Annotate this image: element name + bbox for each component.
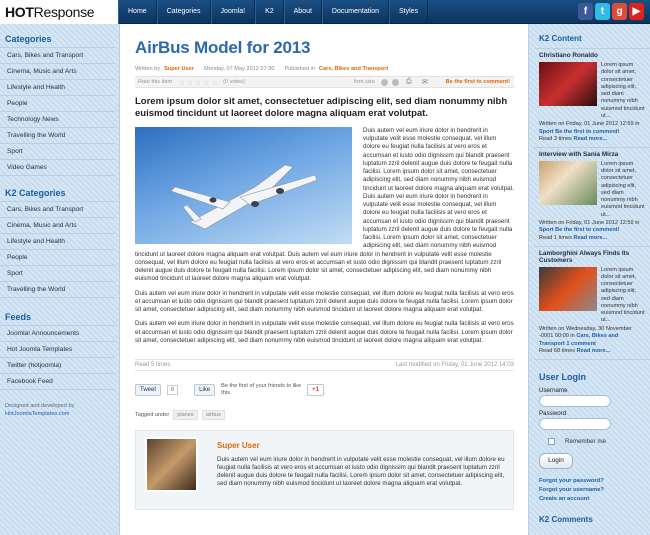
category-link-video-games[interactable]: Video Games	[0, 159, 115, 176]
k2-item-comment[interactable]: Be the first to comment!	[555, 128, 620, 135]
password-input[interactable]	[539, 418, 611, 430]
font-size-label: font size	[354, 79, 375, 85]
like-button[interactable]: Like	[194, 384, 215, 396]
first-comment-link[interactable]: Be the first to comment!	[445, 79, 510, 85]
user-login-heading: User Login	[534, 359, 650, 384]
k2-item-comment[interactable]: Be the first to comment!	[555, 227, 620, 234]
nav-item-home[interactable]: Home	[118, 0, 157, 24]
author-bio: Duis autem vel eum iriure dolor in hendrerit in vulputate velit esse molestie consequat, vel illum dolore eu feugiat nulla facilisis at vero eros et accumsan et iusto odio dignissim qui blandit praesent luptatum zzril delenit augue duis dolore te feugait nulla facilisi. Lorem ipsum dolor sit amet, consectetuer adipiscing elit, sed diam nonummy nibh euismod tincidunt ut laoreet dolore magna aliquam erat volutpat.	[217, 455, 505, 488]
category-link-sport[interactable]: Sport	[0, 143, 115, 159]
k2-category-link-travelling-the-world[interactable]: Travelling the World	[0, 281, 115, 298]
login-form	[534, 387, 650, 503]
k2-comments-heading: K2 Comments	[539, 514, 593, 524]
author-avatar	[145, 437, 198, 492]
right-sidebar	[534, 24, 650, 535]
k2-item-read-more[interactable]: Read more...	[573, 136, 608, 143]
youtube-icon[interactable]: ▶	[629, 3, 644, 20]
print-icon[interactable]: ⎙	[406, 78, 412, 85]
nav-item-joomla-[interactable]: Joomla!	[211, 0, 256, 24]
font-decrease-icon[interactable]	[381, 79, 388, 86]
k2-item-title[interactable]: Interview with Sania Mirza	[539, 150, 619, 158]
k2-item-date: Written on Friday, 01 June 2012 12:59 in	[539, 219, 640, 226]
last-modified: Last modified on Friday, 01 June 2012 14:03	[395, 362, 514, 368]
rating-stars-icon[interactable]: ☆☆☆☆☆	[178, 77, 220, 87]
k2-item-date: Written on Wednesday, 30 November -0001 00:00 in	[539, 325, 632, 340]
k2-categories-heading: K2 Categories	[5, 188, 66, 198]
k2-item-excerpt: Lorem ipsum dolor sit amet, consectetuer adipiscing elit, sed diam nonummy nibh euismod tincidunt ut...	[601, 62, 645, 119]
article-intro: Lorem ipsum dolor sit amet, consectetuer adipiscing elit, sed diam nonummy nibh euismod tincidunt ut laoreet dolore magna aliquam erat volutpat.	[135, 96, 508, 119]
k2-item	[534, 48, 650, 147]
article-info	[135, 359, 514, 371]
tag-planes[interactable]: planes	[173, 410, 197, 420]
social-share	[135, 383, 514, 398]
rate-label: Rate this item	[138, 79, 173, 85]
article-paragraph-3: Duis autem vel eum iriure dolor in hendrerit in vulputate velit esse molestie consequat, vel illum dolore eu feugiat nulla facilisis at vero eros et accumsan et iusto odio dignissim qui blandit praesent luptatum zzril delenit augue duis dolore te feugait nulla facilisi. Lorem ipsum dolor sit amet, consectetuer adipiscing elit, sed diam nonummy nibh euismod tincidunt ut laoreet dolore magna aliquam erat volutpat.	[135, 320, 514, 344]
nav-item-categories[interactable]: Categories	[157, 0, 211, 24]
plus-one-button[interactable]: +1	[307, 384, 324, 396]
email-icon[interactable]: ✉	[422, 79, 428, 86]
main-content	[119, 24, 529, 535]
tweet-count: 0	[167, 385, 178, 395]
vote-count: (0 votes)	[223, 79, 245, 85]
category-link-travelling-the-world[interactable]: Travelling the World	[0, 127, 115, 143]
credit: Designed and developed by HotJoomlaTemplates.com	[5, 403, 75, 418]
author-box	[135, 430, 514, 510]
k2-categories-list	[0, 201, 115, 298]
k2-content-heading: K2 Content	[539, 34, 582, 43]
left-sidebar	[0, 24, 115, 535]
k2-item-read-more[interactable]: Read more...	[573, 234, 608, 241]
k2-item-read-more[interactable]: Read more...	[576, 348, 611, 355]
tag-airbus[interactable]: airbus	[202, 410, 225, 420]
username-input[interactable]	[539, 395, 611, 407]
k2-item	[534, 147, 650, 246]
k2-item-row	[539, 161, 645, 219]
k2-item-excerpt: Lorem ipsum dolor sit amet, consectetuer adipiscing elit, sed diam nonummy nibh euismod tincidunt ut...	[601, 266, 645, 324]
feeds-list	[0, 325, 115, 390]
nav-item-about[interactable]: About	[284, 0, 322, 24]
published-in-label: Published in	[284, 66, 315, 72]
password-label: Password	[539, 409, 567, 417]
k2-item-row	[539, 62, 645, 120]
article-date: Monday, 07 May 2012 07:30	[203, 66, 275, 72]
social-links	[578, 3, 644, 20]
k2-item-reads: Read 1 times	[539, 234, 572, 241]
nav-item-documentation[interactable]: Documentation	[322, 0, 389, 24]
category-link[interactable]: Cars, Bikes and Transport	[318, 66, 389, 72]
category-link-cars-bikes-and-transport[interactable]: Cars, Bikes and Transport	[0, 47, 115, 63]
article-paragraph-1: Duis autem vel eum iriure dolor in hendrerit in vulputate velit esse molestie consequat, vel illum dolore eu feugiat nulla facilisis at vero eros et accumsan et iusto odio dignissim qui blandit praesent luptatum zzril delenit augue duis dolore te feugait nulla facilisi. Lorem ipsum dolor sit amet, consectetuer adipiscing elit, sed diam nonummy nibh euismod tincidunt ut laoreet dolore magna aliquam erat volutpat. Duis autem vel eum iriure dolor in hendrerit in vulputate velit esse molestie consequat, vel illum dolore eu feugiat nulla facilisis at vero eros et accumsan et iusto odio dignissim qui blandit praesent luptatum zzril delenit augue duis dolore te feugait nulla facilisi. Lorem ipsum dolor sit amet, consectetuer adipiscing elit, sed diam nonummy nibh euismod tincidunt ut laoreet dolore magna aliquam erat volutpat. Duis autem vel eum iriure dolor in hendrerit in vulputate velit esse molestie consequat, vel illum dolore eu feugiat nulla facilisis at vero eros et accumsan et iusto odio dignissim qui blandit praesent luptatum zzril delenit augue duis dolore te feugait nulla facilisi. Lorem ipsum dolor sit amet, consectetuer adipiscing elit, sed diam nonummy nibh euismod tincidunt ut laoreet dolore magna aliquam erat volutpat.	[135, 126, 514, 283]
remember-label: Remember me	[565, 437, 606, 445]
k2-item	[534, 246, 650, 359]
google-icon[interactable]: g	[612, 3, 627, 20]
article-meta	[135, 66, 514, 72]
nav-item-styles[interactable]: Styles	[389, 0, 428, 24]
written-by-label: Written by	[135, 66, 161, 72]
k2-item-image[interactable]	[539, 161, 597, 205]
author-name-link[interactable]: Super User	[217, 440, 260, 450]
k2-item-category[interactable]: Sport	[539, 128, 554, 135]
feeds-heading: Feeds	[5, 312, 32, 322]
k2-item-reads: Read 3 times	[539, 136, 572, 143]
top-bar	[0, 0, 650, 24]
remember-row	[548, 438, 645, 445]
forgot-password-link[interactable]: Forgot your password?	[539, 477, 604, 484]
k2-category-link-cars-bikes-and-transport[interactable]: Cars, Bikes and Transport	[0, 201, 115, 217]
k2-item-meta	[539, 121, 645, 144]
like-text: Be the first of your friends to like this.	[221, 383, 302, 397]
font-increase-icon[interactable]	[392, 79, 399, 86]
credit-link[interactable]: HotJoomlaTemplates.com	[5, 411, 70, 418]
k2-item-excerpt: Lorem ipsum dolor sit amet, consectetuer adipiscing elit, sed diam nonummy nibh euismod tincidunt ut...	[601, 160, 645, 218]
login-button[interactable]: Login	[539, 453, 573, 469]
forgot-username-link[interactable]: Forgot your username?	[539, 486, 605, 493]
read-count: Read 5 times	[135, 362, 171, 368]
feed-link-twitter-hotjoomla[interactable]: Twitter (hotjoomla)	[0, 357, 115, 373]
k2-item-reads: Read 68 times	[539, 348, 576, 355]
k2-category-link-cinema-music-and-arts[interactable]: Cinema, Music and Arts	[0, 217, 115, 233]
k2-item-category[interactable]: Cars, Bikes and Transport	[539, 333, 619, 347]
category-link-technology-news[interactable]: Technology News	[0, 111, 115, 127]
tags	[135, 410, 514, 420]
site-logo[interactable]: HOTResponse	[0, 0, 118, 24]
k2-item-row	[539, 267, 645, 325]
k2-category-link-sport[interactable]: Sport	[0, 265, 115, 281]
k2-item-meta	[539, 220, 645, 243]
category-link-cinema-music-and-arts[interactable]: Cinema, Music and Arts	[0, 63, 115, 79]
k2-category-link-lifestyle-and-health[interactable]: Lifestyle and Health	[0, 233, 115, 249]
categories-list	[0, 47, 115, 176]
create-account-link[interactable]: Create an account	[539, 495, 590, 502]
rating-bar	[135, 76, 514, 88]
username-label: Username	[539, 386, 568, 394]
k2-content-list	[534, 48, 650, 359]
article-title: AirBus Model for 2013	[135, 38, 311, 57]
tweet-button[interactable]: Tweet	[135, 384, 161, 396]
main-nav	[118, 0, 428, 24]
remember-checkbox[interactable]	[548, 438, 555, 445]
categories-heading: Categories	[5, 34, 52, 44]
airplane-image	[135, 127, 352, 244]
k2-item-date: Written on Friday, 01 June 2012 12:59 in	[539, 121, 640, 128]
feed-link-facebook-feed[interactable]: Facebook Feed	[0, 373, 115, 390]
k2-item-image[interactable]	[539, 62, 597, 106]
category-link-lifestyle-and-health[interactable]: Lifestyle and Health	[0, 79, 115, 95]
k2-item-category[interactable]: Sport	[539, 227, 554, 234]
facebook-icon[interactable]: f	[578, 3, 593, 20]
feed-link-joomla-announcements[interactable]: Joomla! Announcements	[0, 325, 115, 341]
k2-category-link-people[interactable]: People	[0, 249, 115, 265]
k2-item-comment[interactable]: 1 comment	[566, 340, 596, 347]
category-link-people[interactable]: People	[0, 95, 115, 111]
tagged-under-label: Tagged under	[135, 411, 170, 418]
article-body	[135, 127, 514, 284]
twitter-icon[interactable]: t	[595, 3, 610, 20]
nav-item-k2[interactable]: K2	[255, 0, 284, 24]
feed-link-hot-joomla-templates[interactable]: Hot Joomla Templates	[0, 341, 115, 357]
article-paragraph-2: Duis autem vel eum iriure dolor in hendrerit in vulputate velit esse molestie consequat, vel illum dolore eu feugiat nulla facilisis at vero eros et accumsan et iusto odio dignissim qui blandit praesent luptatum zzril delenit augue duis dolore te feugait nulla facilisi. Lorem ipsum dolor sit amet, consectetuer adipiscing elit, sed diam nonummy nibh euismod tincidunt ut laoreet dolore magna aliquam erat volutpat.	[135, 289, 514, 313]
k2-item-title[interactable]: Christiano Ronaldo	[539, 52, 598, 59]
k2-item-title[interactable]: Lamborghini Always Finds Its Customers	[539, 249, 630, 264]
k2-item-meta	[539, 326, 645, 356]
author-link[interactable]: Super User	[164, 66, 194, 72]
k2-item-image[interactable]	[539, 267, 597, 311]
